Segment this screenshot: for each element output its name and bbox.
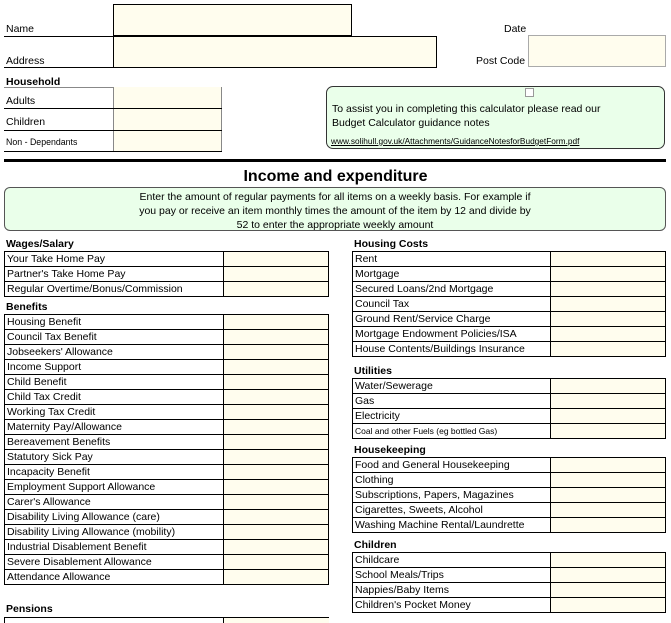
postcode-input[interactable] <box>528 35 666 67</box>
table-row <box>5 495 329 510</box>
table-row <box>353 424 666 439</box>
table-row <box>353 379 666 394</box>
amount-input[interactable] <box>551 598 666 613</box>
row-label: Child Tax Credit <box>5 390 224 405</box>
row-label: Clothing <box>353 473 551 488</box>
amount-input[interactable] <box>224 435 329 450</box>
table-row <box>353 297 666 312</box>
table-row <box>5 570 329 585</box>
row-label: Rent <box>353 252 551 267</box>
amount-input[interactable] <box>551 394 666 409</box>
address-input[interactable] <box>113 36 437 68</box>
amount-input[interactable] <box>224 375 329 390</box>
table-row <box>353 267 666 282</box>
row-label: Food and General Housekeeping <box>353 458 551 473</box>
row-label: Income Support <box>5 360 224 375</box>
table-row <box>353 409 666 424</box>
section-divider <box>4 159 666 162</box>
benefits-title: Benefits <box>6 301 48 313</box>
name-underline <box>4 36 113 37</box>
table-row <box>5 465 329 480</box>
pensions-table-start <box>4 617 329 623</box>
section-title: Income and expenditure <box>243 168 428 185</box>
row-label: Statutory Sick Pay <box>5 450 224 465</box>
amount-input[interactable] <box>224 267 329 282</box>
amount-input[interactable] <box>551 488 666 503</box>
table-row <box>5 375 329 390</box>
household-nondependants-label: Non - Dependants <box>6 137 78 147</box>
table-row <box>353 583 666 598</box>
row-label: Maternity Pay/Allowance <box>5 420 224 435</box>
row-label: Attendance Allowance <box>5 570 224 585</box>
amount-input[interactable] <box>224 420 329 435</box>
table-row <box>5 267 329 282</box>
amount-input[interactable] <box>224 495 329 510</box>
row-label: Mortgage <box>353 267 551 282</box>
table-row <box>5 525 329 540</box>
household-adults-label: Adults <box>6 95 36 107</box>
pensions-input[interactable] <box>223 618 329 623</box>
table-row <box>353 458 666 473</box>
row-label: Water/Sewerage <box>353 379 551 394</box>
amount-input[interactable] <box>551 267 666 282</box>
row-label: Partner's Take Home Pay <box>5 267 224 282</box>
instructions-note <box>4 187 666 231</box>
table-row <box>5 540 329 555</box>
amount-input[interactable] <box>224 345 329 360</box>
table-row <box>5 360 329 375</box>
table-row <box>353 394 666 409</box>
row-label: Coal and other Fuels (eg bottled Gas) <box>353 424 551 439</box>
row-label: Industrial Disablement Benefit <box>5 540 224 555</box>
amount-input[interactable] <box>224 480 329 495</box>
benefits-table <box>4 314 329 585</box>
amount-input[interactable] <box>224 252 329 267</box>
housekeeping-title: Housekeeping <box>354 444 426 456</box>
row-label: Child Benefit <box>5 375 224 390</box>
row-label: Housing Benefit <box>5 315 224 330</box>
amount-input[interactable] <box>224 330 329 345</box>
row-label: Employment Support Allowance <box>5 480 224 495</box>
row-label: Jobseekers' Allowance <box>5 345 224 360</box>
name-input[interactable] <box>113 4 352 36</box>
row-label: Gas <box>353 394 551 409</box>
row-label: Disability Living Allowance (care) <box>5 510 224 525</box>
utilities-table <box>352 378 666 439</box>
table-row <box>5 450 329 465</box>
row-label: Regular Overtime/Bonus/Commission <box>5 282 224 297</box>
row-label: Electricity <box>353 409 551 424</box>
household-children-label: Children <box>6 116 46 128</box>
row-label: Your Take Home Pay <box>5 252 224 267</box>
address-label: Address <box>6 55 45 67</box>
table-row <box>5 435 329 450</box>
table-row <box>353 312 666 327</box>
household-table <box>4 87 222 152</box>
row-label: Nappies/Baby Items <box>353 583 551 598</box>
checkbox[interactable] <box>525 88 534 97</box>
table-row <box>353 282 666 297</box>
adults-input[interactable] <box>113 87 222 108</box>
amount-input[interactable] <box>551 473 666 488</box>
address-underline <box>4 67 113 68</box>
wages-title: Wages/Salary <box>6 238 74 250</box>
row-label: Cigarettes, Sweets, Alcohol <box>353 503 551 518</box>
household-title: Household <box>6 76 61 88</box>
row-label: Bereavement Benefits <box>5 435 224 450</box>
amount-input[interactable] <box>224 282 329 297</box>
table-row <box>5 252 329 267</box>
clipped-title-fragment <box>340 0 356 1</box>
amount-input[interactable] <box>224 525 329 540</box>
amount-input[interactable] <box>224 315 329 330</box>
table-row <box>353 252 666 267</box>
row-label: Mortgage Endowment Policies/ISA <box>353 327 551 342</box>
table-row <box>5 480 329 495</box>
note-line-3: 52 to enter the appropriate weekly amount <box>236 219 434 231</box>
table-row <box>5 555 329 570</box>
row-label: Disability Living Allowance (mobility) <box>5 525 224 540</box>
housing-table <box>352 251 666 357</box>
amount-input[interactable] <box>551 252 666 267</box>
amount-input[interactable] <box>224 555 329 570</box>
amount-input[interactable] <box>224 450 329 465</box>
amount-input[interactable] <box>224 540 329 555</box>
pensions-title: Pensions <box>6 603 53 615</box>
amount-input[interactable] <box>551 583 666 598</box>
table-row <box>5 390 329 405</box>
table-row <box>5 420 329 435</box>
wages-table <box>4 251 329 297</box>
amount-input[interactable] <box>224 405 329 420</box>
row-label: Children's Pocket Money <box>353 598 551 613</box>
children-title: Children <box>354 539 397 551</box>
row-label: House Contents/Buildings Insurance <box>353 342 551 357</box>
table-row <box>5 330 329 345</box>
housekeeping-table <box>352 457 666 533</box>
amount-input[interactable] <box>551 458 666 473</box>
amount-input[interactable] <box>224 390 329 405</box>
note-line-1: Enter the amount of regular payments for all items on a weekly basis. For example if <box>139 191 531 203</box>
amount-input[interactable] <box>551 327 666 342</box>
housing-title: Housing Costs <box>354 238 429 250</box>
table-row <box>353 568 666 583</box>
amount-input[interactable] <box>551 518 666 533</box>
amount-input[interactable] <box>224 570 329 585</box>
info-line-2: Budget Calculator guidance notes <box>332 117 490 129</box>
row-label: Carer's Allowance <box>5 495 224 510</box>
postcode-label: Post Code <box>476 55 526 67</box>
table-row <box>353 488 666 503</box>
table-row <box>353 327 666 342</box>
row-label: Severe Disablement Allowance <box>5 555 224 570</box>
table-row <box>353 518 666 533</box>
row-label: Washing Machine Rental/Laundrette <box>353 518 551 533</box>
amount-input[interactable] <box>551 503 666 518</box>
row-label: Council Tax Benefit <box>5 330 224 345</box>
date-label: Date <box>504 23 527 35</box>
table-row <box>353 342 666 357</box>
nondependants-input[interactable] <box>113 131 222 151</box>
table-row <box>353 553 666 568</box>
table-row <box>5 282 329 297</box>
amount-input[interactable] <box>551 568 666 583</box>
table-row <box>353 503 666 518</box>
children-input[interactable] <box>113 109 222 130</box>
table-row <box>353 473 666 488</box>
row-label: Childcare <box>353 553 551 568</box>
row-label: Working Tax Credit <box>5 405 224 420</box>
table-row <box>5 345 329 360</box>
table-row <box>5 510 329 525</box>
amount-input[interactable] <box>551 282 666 297</box>
name-label: Name <box>6 23 35 35</box>
amount-input[interactable] <box>551 312 666 327</box>
info-line-1: To assist you in completing this calculator please read our <box>332 103 601 115</box>
amount-input[interactable] <box>551 342 666 357</box>
children-table <box>352 552 666 613</box>
row-label: Incapacity Benefit <box>5 465 224 480</box>
row-label: School Meals/Trips <box>353 568 551 583</box>
amount-input[interactable] <box>551 553 666 568</box>
table-row <box>5 405 329 420</box>
guidance-info-box <box>326 86 665 149</box>
row-label: Secured Loans/2nd Mortgage <box>353 282 551 297</box>
table-row <box>353 598 666 613</box>
guidance-link[interactable]: www.solihull.gov.uk/Attachments/GuidanceNotesforBudgetForm.pdf <box>331 136 580 146</box>
amount-input[interactable] <box>551 424 666 439</box>
note-line-2: you pay or receive an item monthly times the amount of the item by 12 and divide by <box>139 205 531 217</box>
amount-input[interactable] <box>551 297 666 312</box>
amount-input[interactable] <box>224 510 329 525</box>
row-label: Council Tax <box>353 297 551 312</box>
amount-input[interactable] <box>224 360 329 375</box>
row-label: Ground Rent/Service Charge <box>353 312 551 327</box>
utilities-title: Utilities <box>354 365 392 377</box>
amount-input[interactable] <box>551 379 666 394</box>
table-row <box>5 315 329 330</box>
amount-input[interactable] <box>224 465 329 480</box>
row-label: Subscriptions, Papers, Magazines <box>353 488 551 503</box>
amount-input[interactable] <box>551 409 666 424</box>
